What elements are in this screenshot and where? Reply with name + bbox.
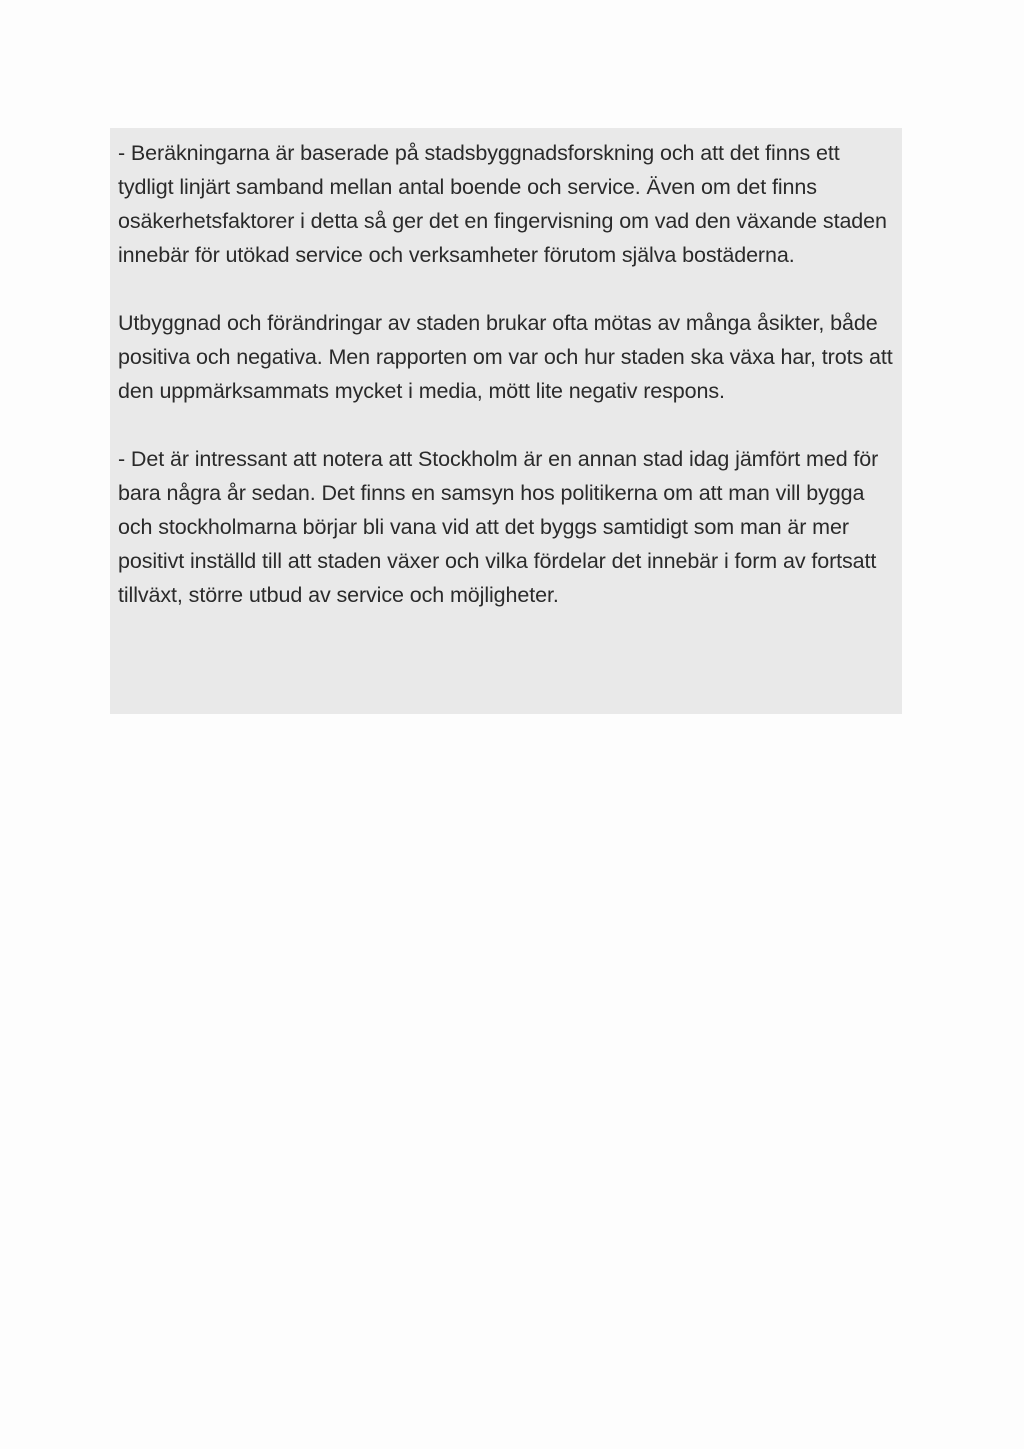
paragraph-stockholm-today: - Det är intressant att notera att Stockholm är en annan stad idag jämfört med för bara några år sedan. Det finns en samsyn hos politikerna om att man vill bygga och stockholmarna börjar bli vana vid att det byggs samtidigt som man är mer positivt inställd till att staden växer och vilka fördelar det innebär i form av fortsatt tillväxt, större utbud av service och möjligheter. xyxy=(118,447,879,607)
paragraph-city-development: Utbyggnad och förändringar av staden brukar ofta mötas av många åsikter, både positiva och negativa. Men rapporten om var och hur staden ska växa har, trots att den uppmärksammats mycket i media, mött lite negativ respons. xyxy=(118,311,893,403)
article-text-block xyxy=(110,128,902,714)
paragraph-calculations: - Beräkningarna är baserade på stadsbyggnadsforskning och att det finns ett tydligt linjärt samband mellan antal boende och service. Även om det finns osäkerhetsfaktorer i detta så ger det en fingervisning om vad den växande staden innebär för utökad service och verksamheter förutom själva bostäderna. xyxy=(118,141,887,267)
